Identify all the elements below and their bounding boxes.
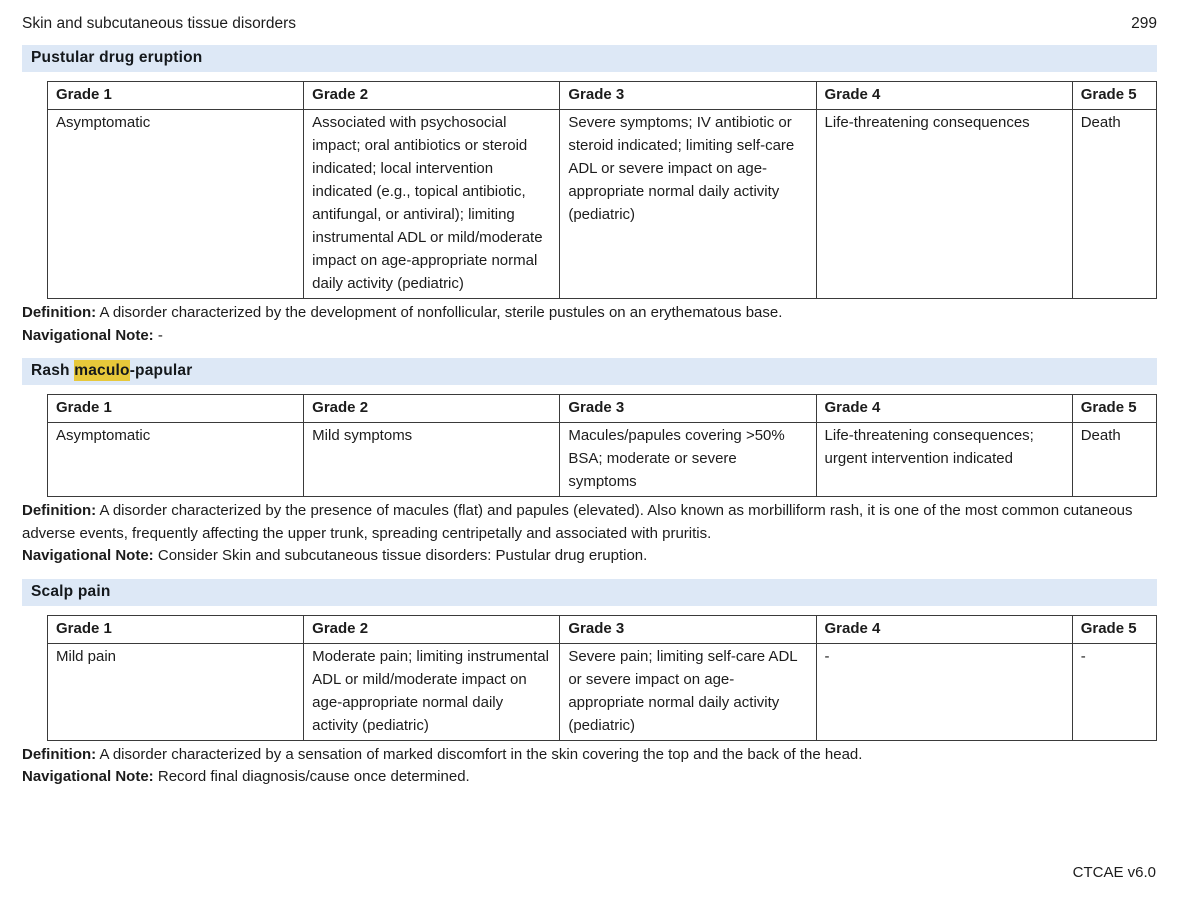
definition-label: Definition: [22, 745, 97, 763]
navigational-note-line [22, 766, 1157, 789]
grade-1-header: Grade 1 [48, 395, 304, 423]
grade-3-header: Grade 3 [560, 395, 816, 423]
navigational-note-text: Consider Skin and subcutaneous tissue disorders: Pustular drug eruption. [157, 547, 648, 564]
table-header-row [48, 395, 1157, 423]
heading-text: Rash [31, 362, 75, 379]
grade-4-header: Grade 4 [816, 395, 1072, 423]
definition-label: Definition: [22, 502, 97, 519]
grade-1-header: Grade 1 [48, 615, 304, 643]
definition-label: Definition: [22, 304, 97, 321]
definition-line [22, 744, 1157, 767]
table-row [48, 423, 1157, 497]
grade-2-cell: Associated with psychosocial impact; oral antibiotics or steroid indicated; local intervention indicated (e.g., topical antibiotic, antifungal, or antiviral); limiting instrumental ADL or mild/moderate impact on age-appropriate normal daily activity (pediatric) [304, 110, 560, 299]
section-heading-rash-maculo-papular [22, 358, 1157, 385]
section-heading-scalp-pain [22, 579, 1157, 606]
section-heading-pustular-drug-eruption [22, 45, 1157, 72]
section-notes [22, 744, 1157, 789]
grade-4-cell: Life-threatening consequences; urgent intervention indicated [816, 423, 1072, 497]
document-header [22, 15, 1157, 33]
page-number: 299 [1131, 15, 1157, 32]
navigational-note-label: Navigational Note: [22, 326, 154, 344]
table-header-row [48, 82, 1157, 110]
section-pustular-drug-eruption [22, 45, 1157, 347]
grade-3-cell: Severe pain; limiting self-care ADL or severe impact on age-appropriate normal daily activity (pediatric) [560, 643, 816, 740]
heading-text: -papular [129, 362, 193, 379]
table-row [48, 110, 1157, 299]
grade-5-header: Grade 5 [1072, 395, 1156, 423]
grade-1-header: Grade 1 [48, 82, 304, 110]
heading-text: Scalp pain [31, 582, 111, 600]
navigational-note-text: - [157, 326, 163, 344]
grade-2-header: Grade 2 [304, 82, 560, 110]
grade-2-cell: Mild symptoms [304, 423, 560, 497]
grade-4-cell: Life-threatening consequences [816, 110, 1072, 299]
grade-2-cell: Moderate pain; limiting instrumental ADL or mild/moderate impact on age-appropriate normal daily activity (pediatric) [304, 643, 560, 740]
heading-text: Pustular drug eruption [31, 49, 203, 66]
navigational-note-label: Navigational Note: [22, 768, 154, 785]
grade-1-cell: Asymptomatic [48, 423, 304, 497]
grade-5-cell: Death [1072, 423, 1156, 497]
document-version-label: CTCAE v6.0 [1072, 864, 1156, 881]
grade-5-header: Grade 5 [1072, 615, 1156, 643]
navigational-note-text: Record final diagnosis/cause once determined. [157, 768, 470, 785]
section-scalp-pain [22, 579, 1157, 789]
definition-line [22, 302, 1157, 325]
grade-table-pustular-drug-eruption [47, 81, 1157, 299]
chapter-title: Skin and subcutaneous tissue disorders [22, 15, 296, 32]
grade-3-cell: Severe symptoms; IV antibiotic or steroid indicated; limiting self-care ADL or severe impact on age-appropriate normal daily activity (pediatric) [560, 110, 816, 299]
grade-1-cell: Asymptomatic [48, 110, 304, 299]
grade-5-cell: Death [1072, 110, 1156, 299]
section-rash-maculo-papular [22, 358, 1157, 568]
heading-highlight: maculo [74, 362, 130, 379]
grade-5-cell: - [1072, 643, 1156, 740]
grade-4-header: Grade 4 [816, 615, 1072, 643]
grade-3-header: Grade 3 [560, 82, 816, 110]
definition-line [22, 500, 1157, 545]
navigational-note-line [22, 545, 1157, 568]
grade-2-header: Grade 2 [304, 395, 560, 423]
definition-text: A disorder characterized by a sensation of marked discomfort in the skin covering the top and the back of the head. [99, 745, 863, 763]
navigational-note-label: Navigational Note: [22, 547, 154, 564]
grade-3-header: Grade 3 [560, 615, 816, 643]
definition-text: A disorder characterized by the development of nonfollicular, sterile pustules on an erythematous base. [99, 304, 783, 321]
grade-table-rash-maculo-papular [47, 394, 1157, 497]
grade-3-cell: Macules/papules covering >50% BSA; moderate or severe symptoms [560, 423, 816, 497]
section-notes [22, 302, 1157, 347]
grade-4-header: Grade 4 [816, 82, 1072, 110]
table-header-row [48, 615, 1157, 643]
section-notes [22, 500, 1157, 568]
grade-table-scalp-pain [47, 615, 1157, 741]
grade-5-header: Grade 5 [1072, 82, 1156, 110]
navigational-note-line [22, 325, 1157, 348]
grade-1-cell: Mild pain [48, 643, 304, 740]
definition-text: A disorder characterized by the presence of macules (flat) and papules (elevated). Also known as morbilliform rash, it is one of the most common cutaneous adverse events, frequently affecting the upper trunk, spreading centripetally and associated with pruritis. [22, 502, 1133, 542]
grade-4-cell: - [816, 643, 1072, 740]
grade-2-header: Grade 2 [304, 615, 560, 643]
table-row [48, 643, 1157, 740]
